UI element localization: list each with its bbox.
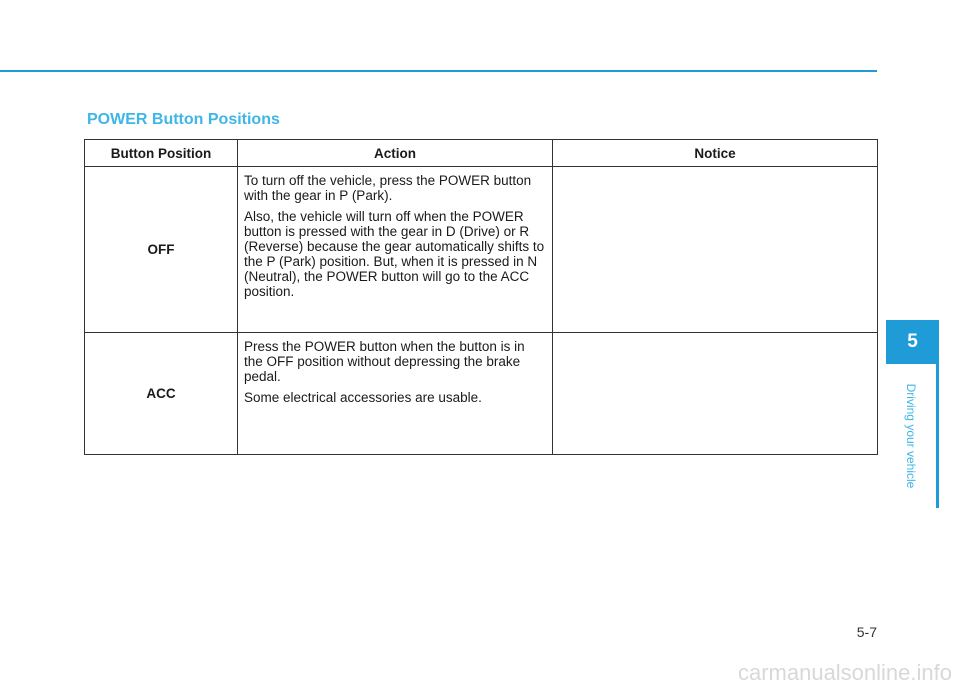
- power-positions-table-container: [84, 139, 877, 455]
- action-paragraph: To turn off the vehicle, press the POWER button with the gear in P (Park).: [244, 173, 532, 203]
- action-paragraph: Some electrical accessories are usable.: [244, 390, 482, 405]
- column-header-button-position: Button Position: [85, 140, 238, 167]
- action-paragraph: Also, the vehicle will turn off when the POWER button is pressed with the gear in D (Drive) or R (Reverse) because the gear automatically shifts to the P (Park) position. But, when it is pressed in N (Neutral), the POWER button will go to the ACC position.: [244, 209, 545, 299]
- section-title: POWER Button Positions: [87, 111, 280, 128]
- table-header-row: [85, 140, 878, 167]
- action-cell: [238, 333, 553, 455]
- chapter-side-bar: [936, 364, 939, 508]
- action-cell: [238, 167, 553, 333]
- notice-cell: [553, 167, 878, 333]
- chapter-number-tab: 5: [886, 320, 939, 364]
- table-row: [85, 167, 878, 333]
- column-header-notice: Notice: [553, 140, 878, 167]
- position-cell: OFF: [85, 167, 238, 333]
- chapter-title-vertical: Driving your vehicle: [904, 383, 918, 489]
- watermark: carmanualsonline.info: [737, 660, 952, 685]
- action-paragraph: Press the POWER button when the button is in the OFF position without depressing the brake pedal.: [244, 339, 525, 384]
- position-cell: ACC: [85, 333, 238, 455]
- power-positions-table: [84, 139, 878, 455]
- page-number: 5-7: [856, 624, 877, 640]
- top-divider: [0, 70, 877, 72]
- notice-cell: [553, 333, 878, 455]
- table-row: [85, 333, 878, 455]
- column-header-action: Action: [238, 140, 553, 167]
